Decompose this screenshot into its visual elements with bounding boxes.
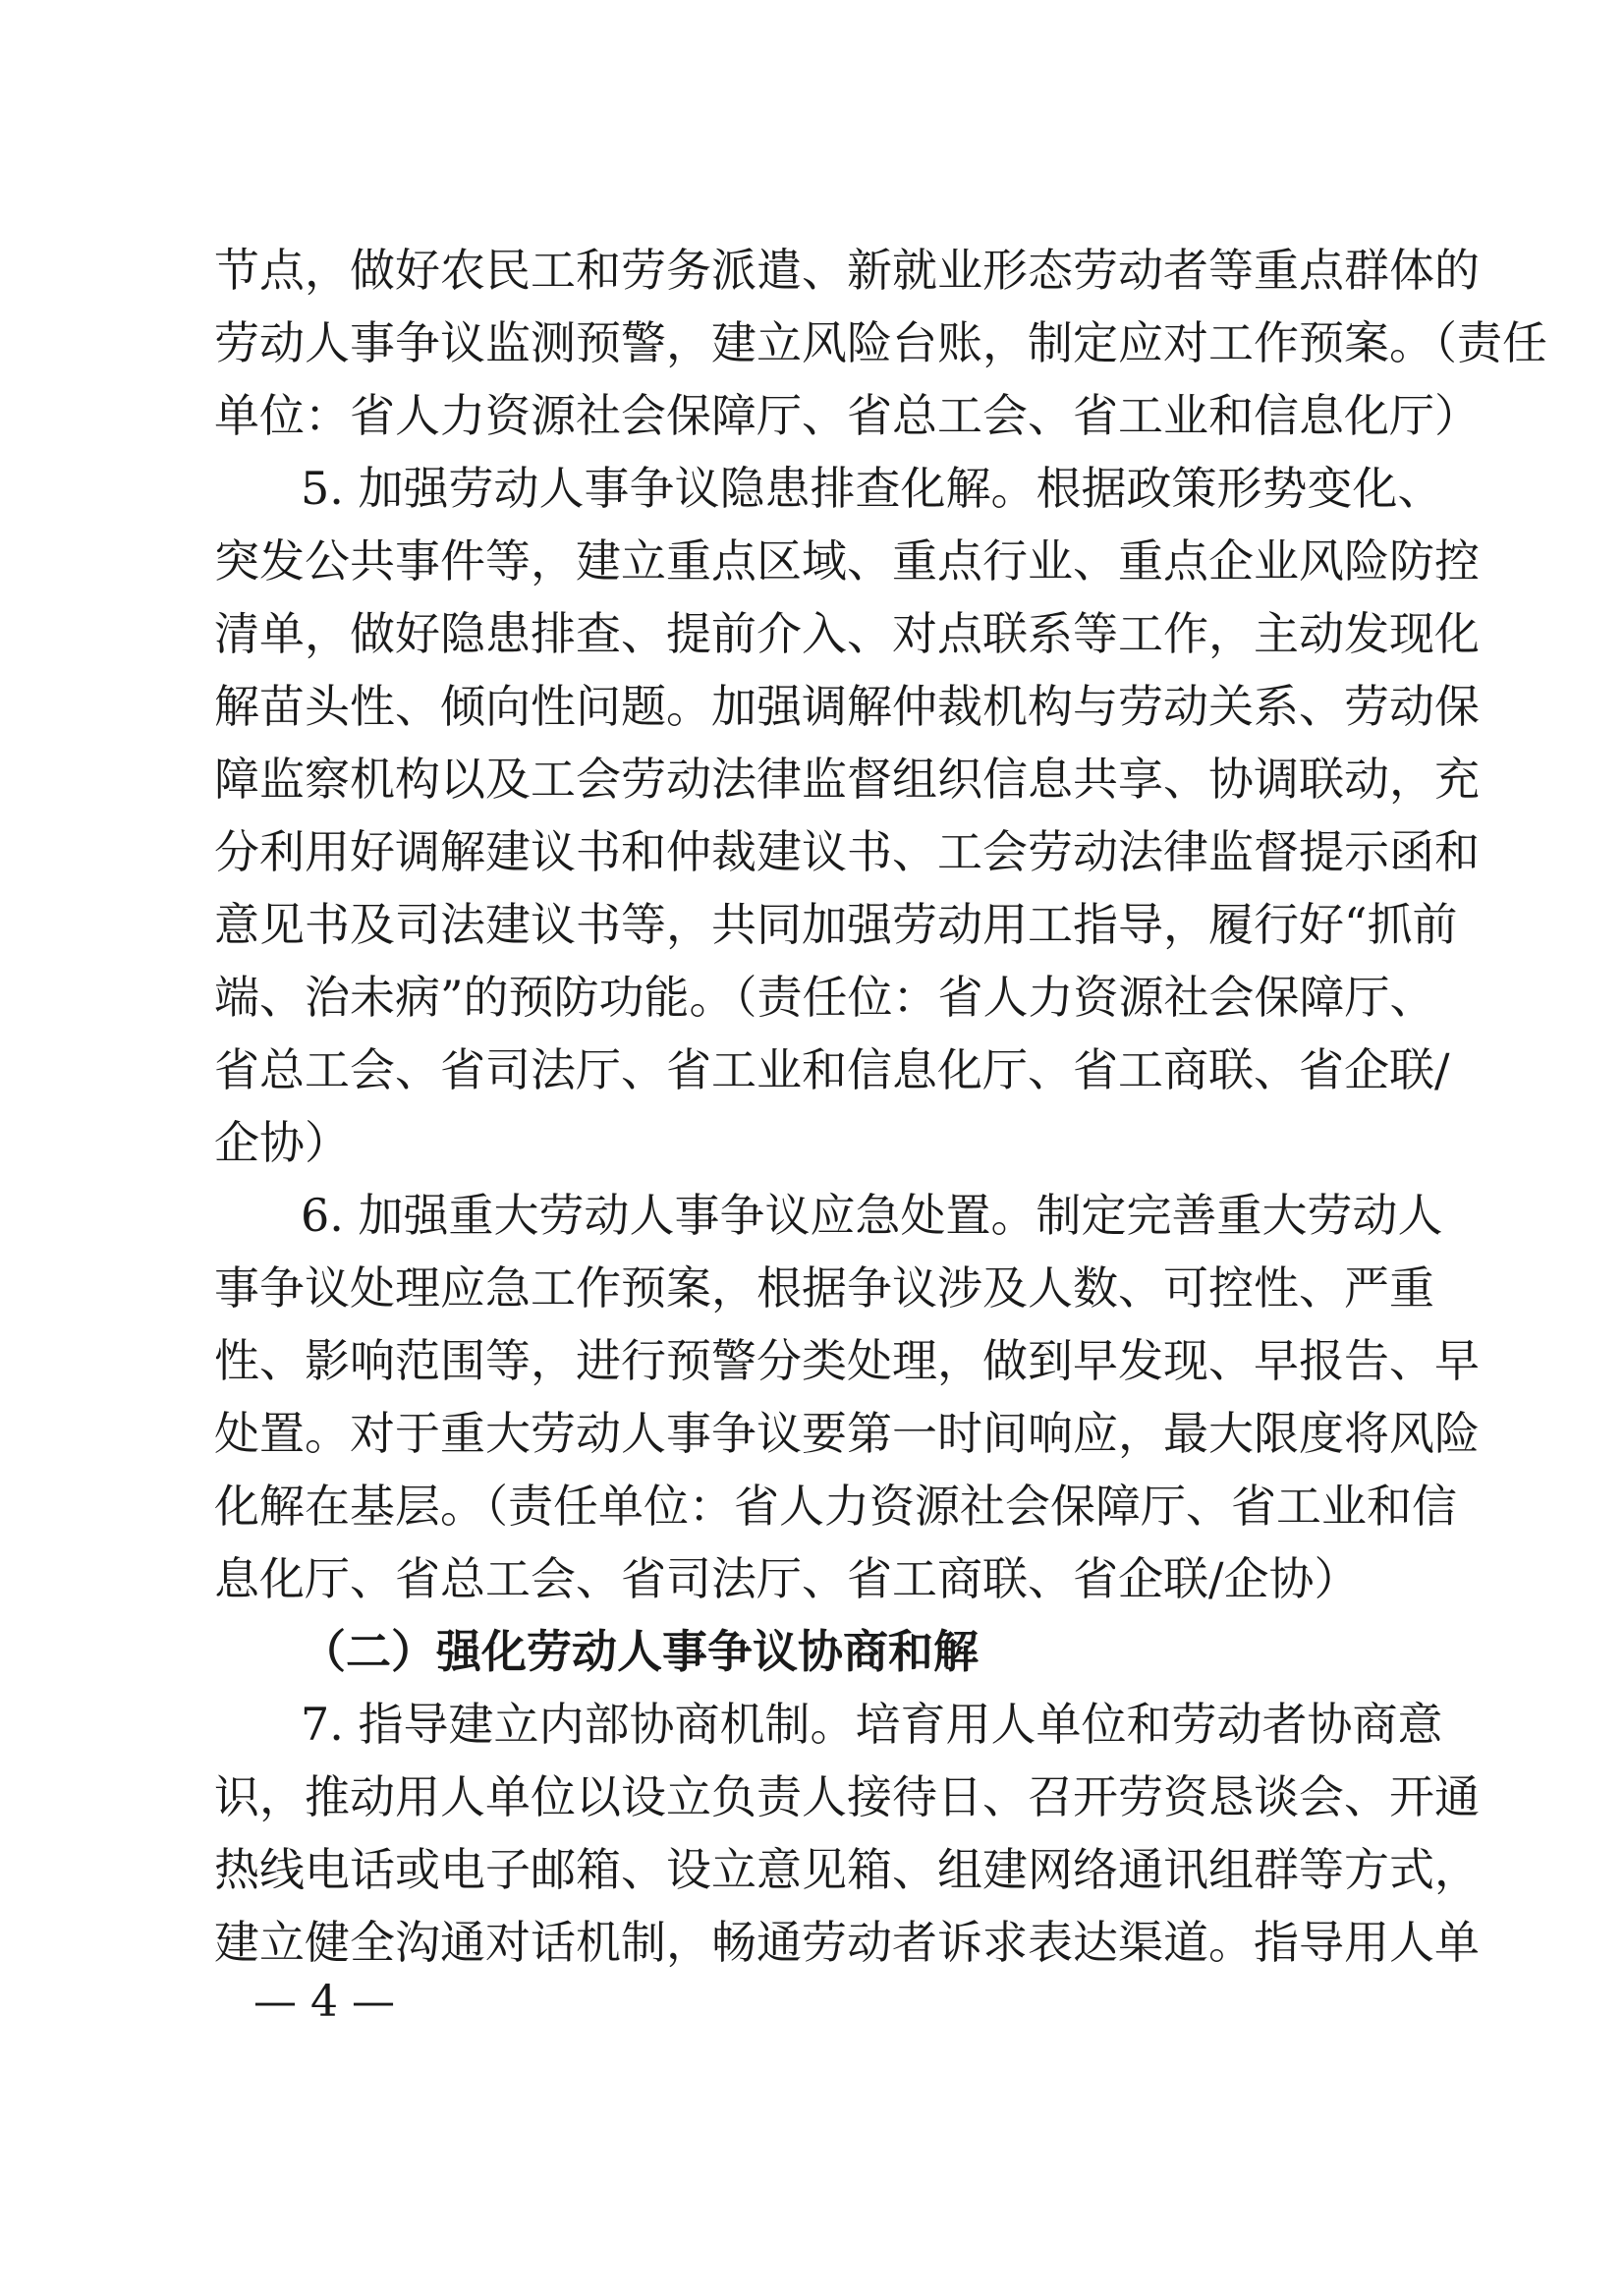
text-line: 分利用好调解建议书和仲裁建议书、工会劳动法律监督提示函和 <box>214 825 1480 878</box>
text-line: 企协） <box>214 1116 350 1169</box>
text-line: 节点，做好农民工和劳务派遣、新就业形态劳动者等重点群体的 <box>214 244 1480 297</box>
text-line: 建立健全沟通对话机制，畅通劳动者诉求表达渠道。指导用人单 <box>214 1916 1480 1969</box>
text-line: 意见书及司法建议书等，共同加强劳动用工指导，履行好“抓前 <box>214 898 1458 951</box>
text-line: 解苗头性、倾向性问题。加强调解仲裁机构与劳动关系、劳动保 <box>214 680 1480 733</box>
text-line: 突发公共事件等，建立重点区域、重点行业、重点企业风险防控 <box>214 534 1480 588</box>
text-line: 障监察机构以及工会劳动法律监督组织信息共享、协调联动，充 <box>214 753 1480 806</box>
text-line: 息化厅、省总工会、省司法厅、省工商联、省企联/企协） <box>214 1552 1360 1605</box>
section-heading: （二）强化劳动人事争议协商和解 <box>301 1625 979 1678</box>
text-line: 化解在基层。（责任单位：省人力资源社会保障厅、省工业和信 <box>214 1480 1457 1533</box>
text-line: 识，推动用人单位以设立负责人接待日、召开劳资恳谈会、开通 <box>214 1770 1480 1823</box>
text-line: 清单，做好隐患排查、提前介入、对点联系等工作，主动发现化 <box>214 607 1480 660</box>
text-line: 省总工会、省司法厅、省工业和信息化厅、省工商联、省企联/ <box>214 1043 1450 1096</box>
text-line: 6. 加强重大劳动人事争议应急处置。制定完善重大劳动人 <box>301 1189 1443 1242</box>
text-line: 热线电话或电子邮箱、设立意见箱、组建网络通讯组群等方式， <box>214 1843 1480 1896</box>
text-line: 端、治未病”的预防功能。（责任位：省人力资源社会保障厅、 <box>214 971 1435 1024</box>
page-number: — 4 — <box>253 1977 395 2027</box>
text-line: 性、影响范围等，进行预警分类处理，做到早发现、早报告、早 <box>214 1334 1480 1387</box>
text-line: 事争议处理应急工作预案，根据争议涉及人数、可控性、严重 <box>214 1261 1434 1315</box>
text-line: 7. 指导建立内部协商机制。培育用人单位和劳动者协商意 <box>301 1698 1443 1751</box>
text-line: 劳动人事争议监测预警，建立风险台账，制定应对工作预案。（责任 <box>214 316 1547 369</box>
text-line: 处置。对于重大劳动人事争议要第一时间响应，最大限度将风险 <box>214 1407 1480 1460</box>
text-line: 5. 加强劳动人事争议隐患排查化解。根据政策形势变化、 <box>301 462 1443 515</box>
text-line: 单位：省人力资源社会保障厅、省总工会、省工业和信息化厅） <box>214 389 1480 442</box>
